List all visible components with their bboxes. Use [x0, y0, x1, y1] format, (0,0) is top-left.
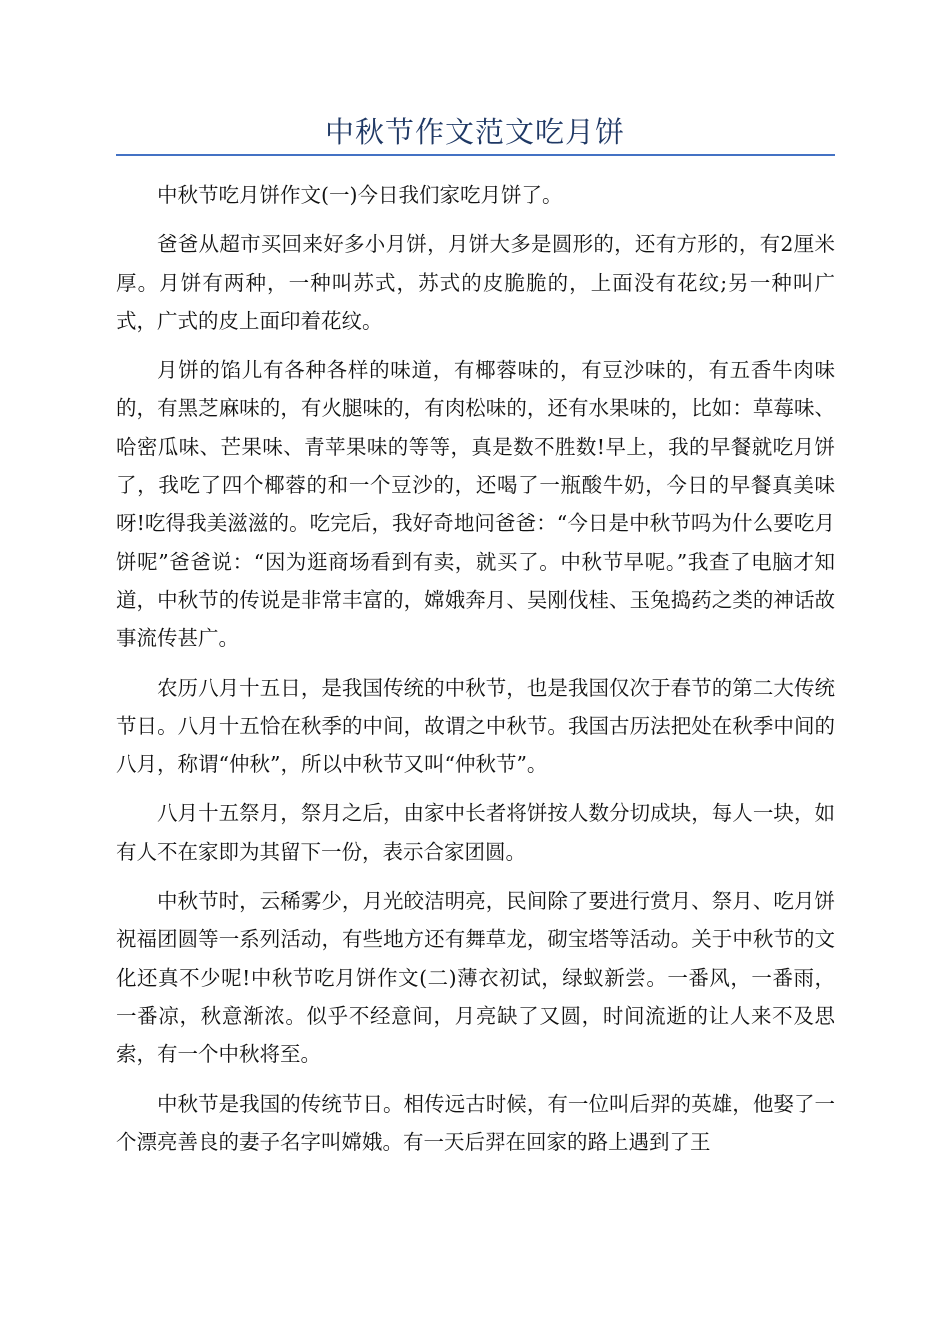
document-title: 中秋节作文范文吃月饼: [324, 115, 625, 149]
paragraph-1: 中秋节吃月饼作文(一)今日我们家吃月饼了。: [157, 183, 563, 207]
paragraph-7: 中秋节是我国的传统节日。相传远古时候，有一位叫后羿的英雄，他娶了一个漂亮善良的妻子名字叫嫦娥。有一天后羿在回家的路上遇到了王: [116, 1091, 835, 1154]
paragraph-4: 农历八月十五日，是我国传统的中秋节，也是我国仅次于春节的第二大传统节日。八月十五恰在秋季的中间，故谓之中秋节。我国古历法把处在秋季中间的八月，称谓“仲秋”，所以中秋节又叫“仲秋节”。: [116, 675, 835, 777]
paragraph-5: 八月十五祭月，祭月之后，由家中长者将饼按人数分切成块，每人一块，如有人不在家即为其留下一份，表示合家团圆。: [116, 801, 835, 864]
paragraph-2: 爸爸从超市买回来好多小月饼，月饼大多是圆形的，还有方形的，有2厘米厚。月饼有两种，一种叫苏式，苏式的皮脆脆的，上面没有花纹;另一种叫广式，广式的皮上面印着花纹。: [116, 232, 835, 333]
paragraph-3: 月饼的馅儿有各种各样的味道，有椰蓉味的，有豆沙味的，有五香牛肉味的，有黑芝麻味的，有火腿味的，有肉松味的，还有水果味的，比如：草莓味、哈密瓜味、芒果味、青苹果味的等等，真是数不胜数!早上，我的早餐就吃月饼了，我吃了四个椰蓉的和一个豆沙的，还喝了一瓶酸牛奶，今日的早餐真美味呀!吃得我美滋滋的。吃完后，我好奇地问爸爸：“今日是中秋节吗为什么要吃月饼呢”爸爸说：“因为逛商场看到有卖，就买了。中秋节早呢。”我查了电脑才知道，中秋节的传说是非常丰富的，嫦娥奔月、吴刚伐桂、玉兔捣药之类的神话故事流传甚广。: [116, 358, 835, 651]
title-underline: [116, 154, 835, 156]
document-body: [116, 176, 835, 1172]
paragraph-6: 中秋节时，云稀雾少，月光皎洁明亮，民间除了要进行赏月、祭月、吃月饼祝福团圆等一系列活动，有些地方还有舞草龙，砌宝塔等活动。关于中秋节的文化还真不少呢!中秋节吃月饼作文(二)薄衣初试，绿蚁新尝。一番风，一番雨，一番凉，秋意渐浓。似乎不经意间，月亮缺了又圆，时间流逝的让人来不及思索，有一个中秋将至。: [116, 889, 835, 1067]
